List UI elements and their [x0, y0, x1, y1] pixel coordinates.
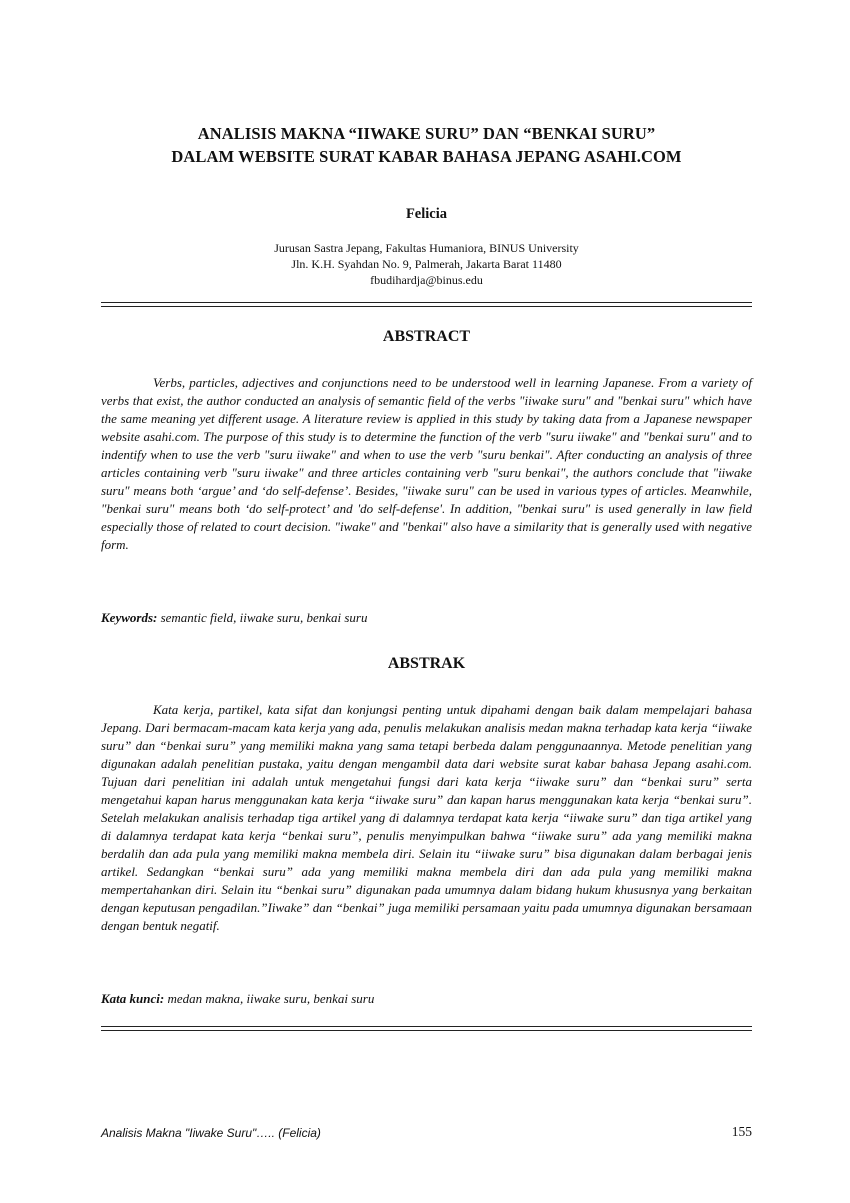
- abstrak-keywords: [101, 990, 752, 1008]
- abstrak-heading: ABSTRAK: [387, 655, 466, 672]
- affiliation-line-2: Jln. K.H. Syahdan No. 9, Palmerah, Jakarta Barat 11480: [291, 257, 562, 271]
- abstract-keywords: [101, 609, 752, 627]
- author-affiliation: [101, 240, 752, 288]
- keywords-label: Keywords:: [101, 610, 158, 625]
- title-line-1: ANALISIS MAKNA “IIWAKE SURU” DAN “BENKAI SURU”: [197, 124, 656, 143]
- abstract-body: Verbs, particles, adjectives and conjunctions need to be understood well in learning Japanese. From a variety of verbs that exist, the author conducted an analysis of semantic field of the verbs "iiwake suru" and "benkai suru" which have the same meaning yet different usage. A literature review is applied in this study by taking data from a Japanese newspaper website asahi.com. The purpose of this study is to determine the function of the verb "suru iiwake" and "benkai suru" and to indentify when to use the verb "suru iiwake" and when to use the verb "suru benkai". After conducting an analysis of three articles containing verb "suru iiwake" and three articles containing verb "suru benkai", the authors conclude that "iiwake suru" means both ‘argue’ and ‘do self-defense’. Besides, "iiwake suru" can be used in various types of articles. Meanwhile, "benkai suru" means both ‘do self-protect’ and 'do self-defense'. In addition, "benkai suru" is used generally in law field especially those of related to court decision. "iwake" and "benkai" also have a similarity that is generally used with negative form.: [101, 375, 752, 552]
- abstrak-body: Kata kerja, partikel, kata sifat dan konjungsi penting untuk dipahami dengan baik dalam mempelajari bahasa Jepang. Dari bermacam-macam kata kerja yang ada, penulis melakukan analisis medan makna terhadap kata kerja “iiwake suru” dan “benkai suru” yang memiliki makna yang sama tetapi berbeda dalam penggunaannya. Metode penelitian yang digunakan adalah penelitian pustaka, yaitu dengan mengambil data dari website surat kabar bahasa Jepang asahi.com. Tujuan dari penelitian ini adalah untuk mengetahui fungsi dari kata kerja “iiwake suru” dan “benkai suru” serta mengetahui kapan harus menggunakan kata kerja “iiwake suru” dan kapan harus menggunakan kata kerja “benkai suru”. Setelah melakukan analisis terhadap tiga artikel yang di dalamnya terdapat kata kerja “iiwake suru” dan tiga artikel yang di dalamnya terdapat kata kerja “benkai suru”, penulis menyimpulkan bahwa “iiwake suru” ada yang memiliki makna berdalih dan ada pula yang memiliki makna membela diri. Selain itu “iiwake suru” bisa digunakan dalam berbagai jenis artikel. Sedangkan “benkai suru” ada yang memiliki makna membela diri dan ada pula yang memiliki makna mempertahankan diri. Selain itu “benkai suru” digunakan pada umumnya dalam bidang hukum khususnya yang berkaitan dengan keputusan pengadilan.”Iiwake” dan “benkai” juga memiliki persamaan yaitu pada umumnya digunakan bersamaan dengan bentuk negatif.: [101, 702, 752, 933]
- page-number: 155: [731, 1124, 752, 1139]
- bottom-divider-1: [101, 1026, 752, 1027]
- top-divider-2: [101, 306, 752, 307]
- paper-title: [101, 122, 752, 168]
- running-title: Analisis Makna "Iiwake Suru"….. (Felicia): [101, 1126, 321, 1140]
- bottom-divider-2: [101, 1030, 752, 1031]
- kata-kunci-label: Kata kunci:: [101, 991, 165, 1006]
- keywords-text: semantic field, iiwake suru, benkai suru: [160, 610, 368, 625]
- top-divider-1: [101, 302, 752, 303]
- paper-page: [101, 0, 752, 1203]
- abstract-heading: ABSTRACT: [382, 328, 471, 345]
- author-email: fbudihardja@binus.edu: [370, 273, 483, 287]
- kata-kunci-text: medan makna, iiwake suru, benkai suru: [167, 991, 375, 1006]
- title-line-2: DALAM WEBSITE SURAT KABAR BAHASA JEPANG ASAHI.COM: [171, 147, 682, 166]
- affiliation-line-1: Jurusan Sastra Jepang, Fakultas Humaniora, BINUS University: [274, 241, 579, 255]
- author-name: Felicia: [405, 206, 448, 222]
